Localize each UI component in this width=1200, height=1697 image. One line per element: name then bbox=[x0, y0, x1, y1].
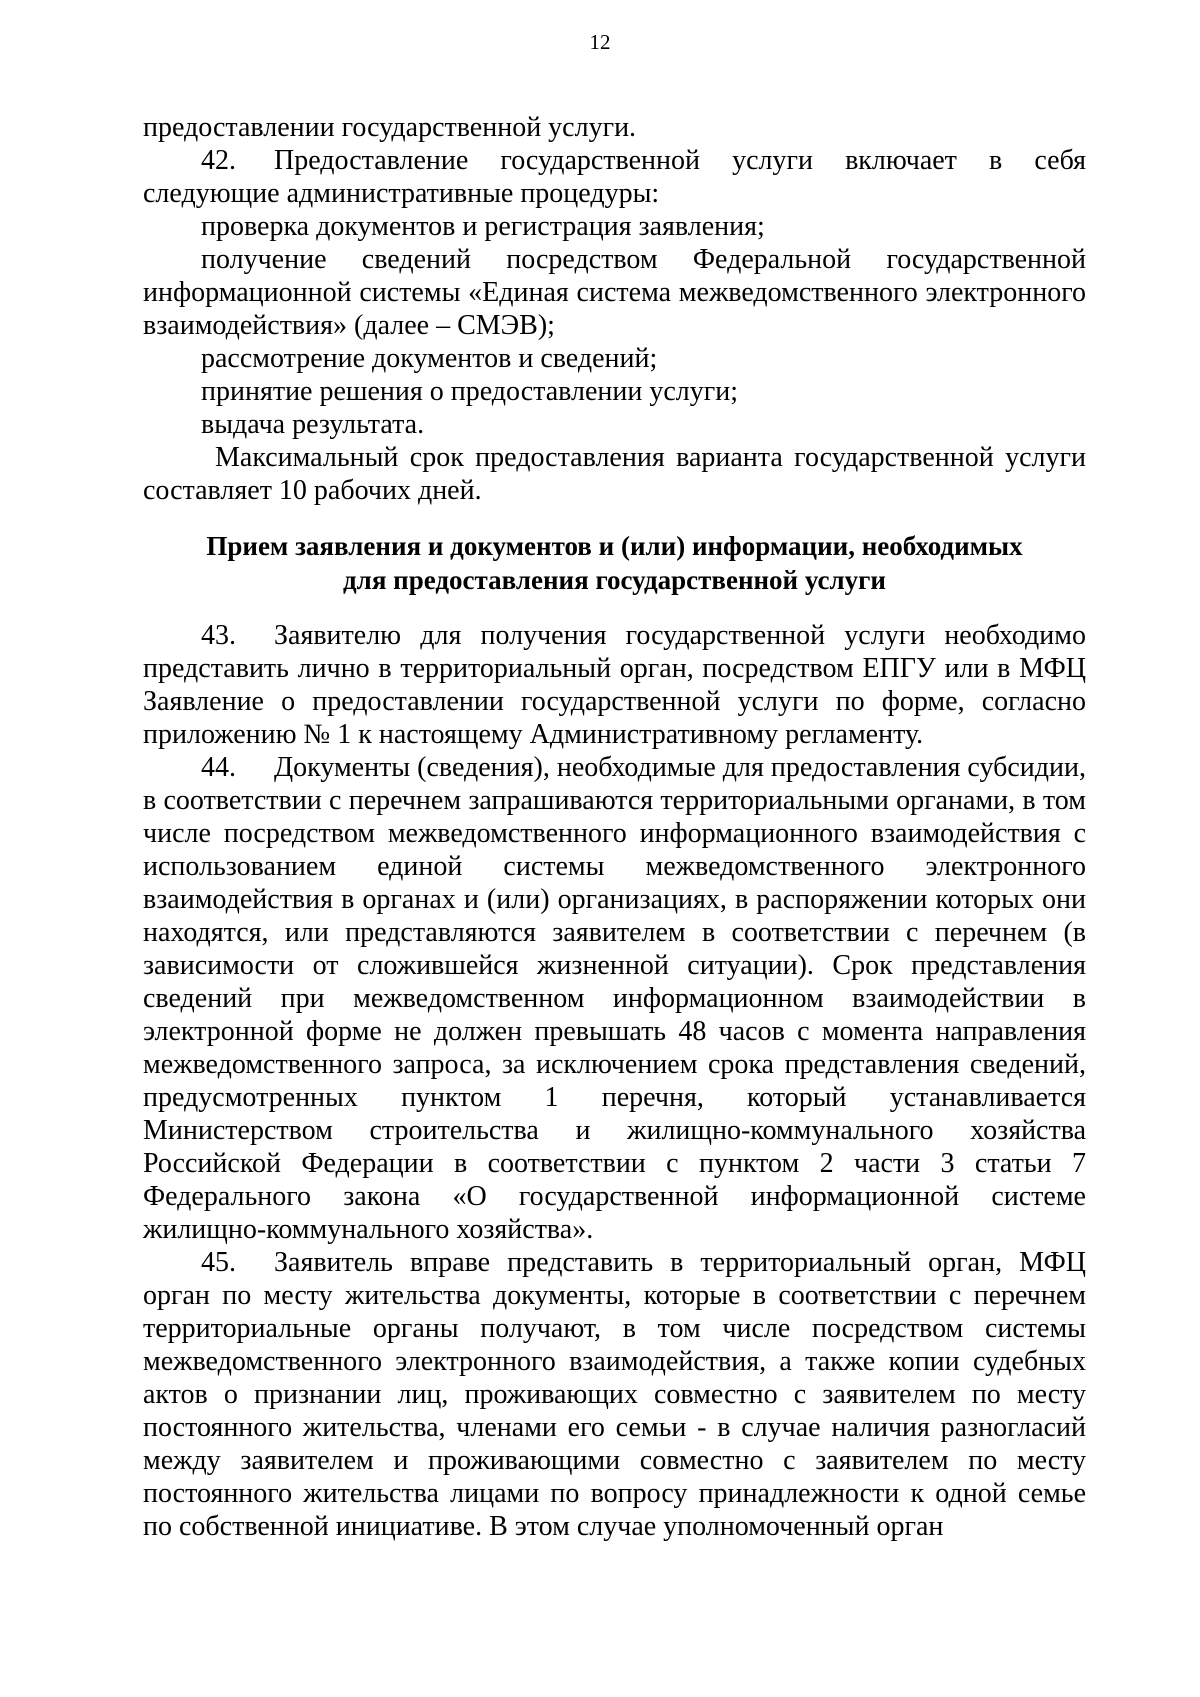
page-number: 12 bbox=[589, 30, 611, 54]
procedure-item: принятие решения о предоставлении услуги; bbox=[201, 376, 739, 407]
procedure-item: выдача результата. bbox=[201, 409, 425, 440]
paragraph-number: 43. bbox=[201, 620, 236, 651]
procedure-item: получение сведений посредством Федеральной государственной информационной системы «Единая система межведомственного электронного взаимодействия» (далее – СМЭВ); bbox=[143, 244, 1086, 341]
paragraph-continuation: предоставлении государственной услуги. bbox=[143, 112, 637, 143]
document-body bbox=[143, 111, 1086, 1543]
section-heading-line-2: для предоставления государственной услуги bbox=[343, 565, 886, 595]
paragraph-number: 42. bbox=[201, 145, 236, 176]
section-heading-line-1: Прием заявления и документов и (или) информации, необходимых bbox=[206, 531, 1023, 561]
paragraph-number: 44. bbox=[201, 752, 236, 783]
paragraph-43: 43. Заявителю для получения государственной услуги необходимо представить лично в территориальный орган, посредством ЕПГУ или в МФЦ Заявление о предоставлении государственной услуги по форме, согласно приложению № 1 к настоящему Административному регламенту. bbox=[143, 620, 1086, 750]
section-heading bbox=[143, 529, 1086, 597]
paragraph-number: 45. bbox=[201, 1247, 236, 1278]
paragraph-45: 45. Заявитель вправе представить в территориальный орган, МФЦ орган по месту жительства документы, которые в соответствии с перечнем территориальные органы получают, в том числе посредством системы межведомственного электронного взаимодействия, а также копии судебных актов о признании лиц, проживающих совместно с заявителем по месту постоянного жительства, членами его семьи - в случае наличия разногласий между заявителем и проживающими совместно с заявителем по месту постоянного жительства лицами по вопросу принадлежности к одной семье по собственной инициативе. В этом случае уполномоченный орган bbox=[143, 1247, 1086, 1542]
procedure-item: рассмотрение документов и сведений; bbox=[201, 343, 658, 374]
max-term-paragraph: Максимальный срок предоставления варианта государственной услуги составляет 10 рабочих дней. bbox=[143, 442, 1086, 506]
paragraph-42: 42. Предоставление государственной услуги включает в себя следующие административные процедуры: bbox=[143, 145, 1086, 209]
procedure-item: проверка документов и регистрация заявления; bbox=[201, 211, 765, 242]
paragraph-44: 44. Документы (сведения), необходимые для предоставления субсидии, в соответствии с перечнем запрашиваются территориальными органами, в том числе посредством межведомственного информационного взаимодействия с использованием единой системы межведомственного электронного взаимодействия в органах и (или) организациях, в распоряжении которых они находятся, или представляются заявителем в соответствии с перечнем (в зависимости от сложившейся жизненной ситуации). Срок представления сведений при межведомственном информационном взаимодействии в электронной форме не должен превышать 48 часов с момента направления межведомственного запроса, за исключением срока представления сведений, предусмотренных пунктом 1 перечня, который устанавливается Министерством строительства и жилищно-коммунального хозяйства Российской Федерации в соответствии с пунктом 2 части 3 статьи 7 Федерального закона «О государственной информационной системе жилищно-коммунального хозяйства». bbox=[143, 752, 1086, 1245]
